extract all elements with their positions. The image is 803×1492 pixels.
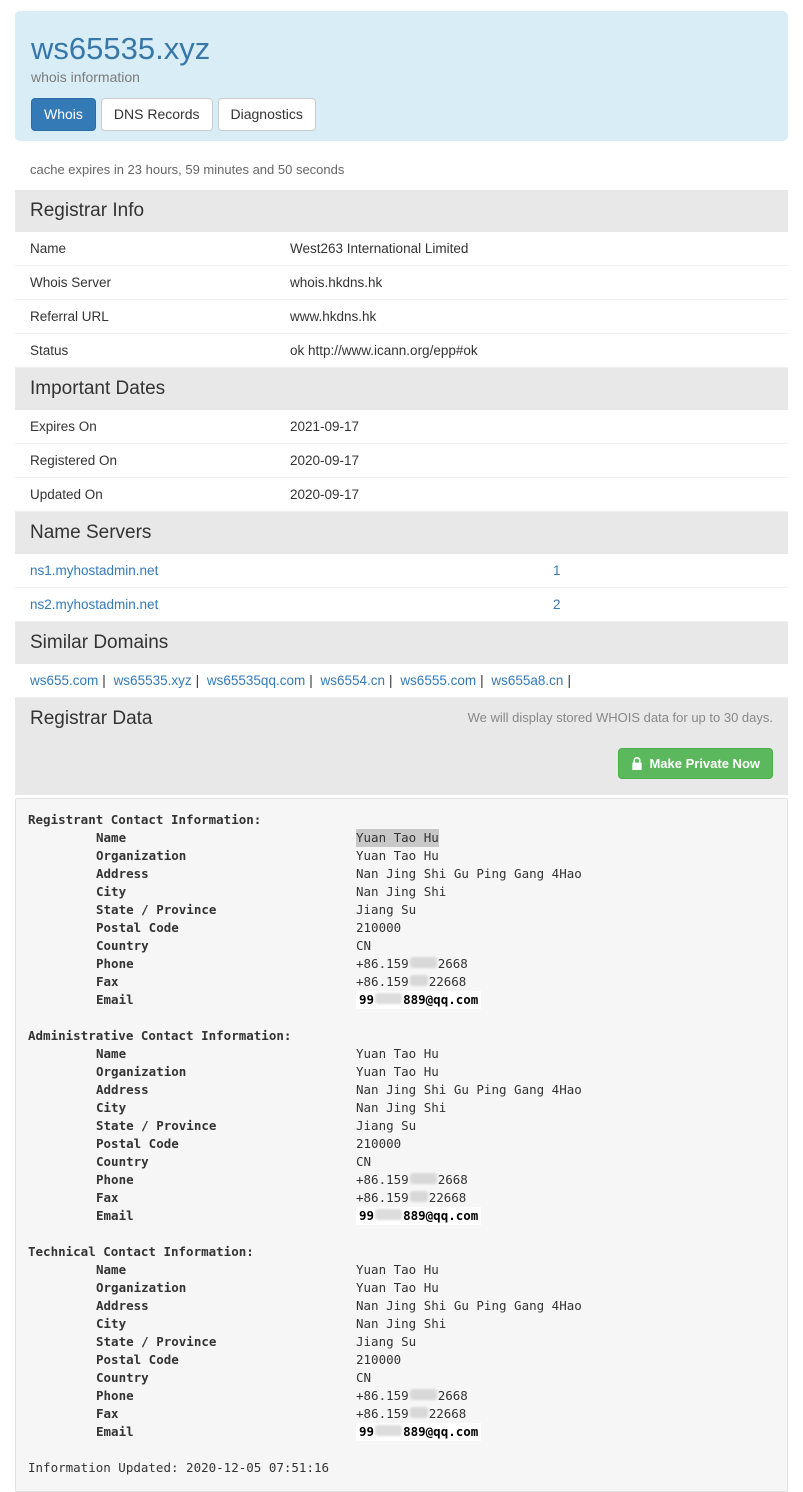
- make-private-button[interactable]: [618, 748, 773, 779]
- contact-value: Nan Jing Shi Gu Ping Gang 4Hao: [356, 1298, 582, 1313]
- row-label: Registered On: [30, 453, 118, 468]
- section-name-servers: [15, 512, 788, 622]
- contact-row: [96, 1153, 775, 1171]
- domain-banner: [15, 11, 788, 141]
- contact-value-email: 99 889@qq.com: [356, 1207, 481, 1225]
- contact-label: State / Province: [96, 1334, 217, 1349]
- redacted-digits: [375, 1425, 402, 1436]
- contact-row: [96, 1405, 775, 1423]
- whois-retention-note: We will display stored WHOIS data for up to 30 days.: [467, 710, 773, 725]
- contact-value: CN: [356, 1154, 372, 1169]
- row-value: 2020-09-17: [290, 453, 360, 468]
- table-row: [15, 266, 788, 300]
- section-title-registrar-data: Registrar Data: [30, 708, 153, 729]
- contact-label: Email: [96, 1208, 134, 1223]
- similar-domain-link[interactable]: ws65535qq.com: [206, 673, 306, 688]
- section-registrar-data: [15, 698, 788, 1492]
- row-value: 2021-09-17: [290, 419, 360, 434]
- nameserver-link[interactable]: ns2.myhostadmin.net: [30, 597, 159, 612]
- contact-value: Yuan Tao Hu: [356, 1046, 439, 1061]
- contact-label: Fax: [96, 1190, 119, 1205]
- contact-row: [96, 1261, 775, 1279]
- similar-domains-list: [15, 664, 788, 698]
- table-row: [15, 300, 788, 334]
- raw-whois-data: [15, 798, 788, 1492]
- contact-value: Jiang Su: [356, 1118, 417, 1133]
- contact-value-phone: +86.159 2668: [356, 1388, 468, 1403]
- contact-value: 210000: [356, 920, 402, 935]
- contact-label: Postal Code: [96, 920, 179, 935]
- contact-label: Email: [96, 992, 134, 1007]
- row-label: Name: [30, 241, 67, 256]
- contact-value: Yuan Tao Hu: [356, 1262, 439, 1277]
- contact-value: 210000: [356, 1136, 402, 1151]
- lock-icon: [631, 757, 643, 770]
- similar-domain-link[interactable]: ws65535.xyz: [113, 673, 192, 688]
- contact-label: Phone: [96, 956, 134, 971]
- contact-row: [96, 1369, 775, 1387]
- contact-value: Nan Jing Shi: [356, 1316, 447, 1331]
- contact-label: Address: [96, 1082, 149, 1097]
- contact-value-phone: +86.159 2668: [356, 1172, 468, 1187]
- redacted-digits: [410, 975, 428, 986]
- section-registrar-info: [15, 190, 788, 368]
- contact-row: [96, 955, 775, 973]
- nameserver-index: 1: [553, 563, 561, 578]
- contact-section-registrant: [28, 811, 775, 1009]
- table-row: [15, 444, 788, 478]
- section-similar-domains: [15, 622, 788, 698]
- contact-value: Yuan Tao Hu: [356, 830, 439, 845]
- section-important-dates: [15, 368, 788, 512]
- row-value: www.hkdns.hk: [290, 309, 377, 324]
- contact-label: Organization: [96, 1064, 187, 1079]
- table-row: [15, 334, 788, 368]
- row-label: Status: [30, 343, 69, 358]
- table-row: [15, 554, 788, 588]
- contact-label: Address: [96, 1298, 149, 1313]
- contact-value-fax: +86.159 22668: [356, 1406, 467, 1421]
- contact-label: Fax: [96, 1406, 119, 1421]
- separator: |: [102, 673, 106, 688]
- page-title: ws65535.xyz: [31, 31, 211, 66]
- contact-row: [96, 1297, 775, 1315]
- contact-label: City: [96, 1316, 127, 1331]
- contact-label: State / Province: [96, 1118, 217, 1133]
- contact-row: [96, 1045, 775, 1063]
- contact-label: Phone: [96, 1388, 134, 1403]
- row-value: 2020-09-17: [290, 487, 360, 502]
- contact-label: Postal Code: [96, 1136, 179, 1151]
- nameserver-link[interactable]: ns1.myhostadmin.net: [30, 563, 159, 578]
- make-private-label: Make Private Now: [649, 756, 760, 771]
- separator: |: [480, 673, 484, 688]
- contact-label: Country: [96, 1154, 149, 1169]
- table-row: [15, 588, 788, 622]
- contact-value-email: 99 889@qq.com: [356, 1423, 481, 1441]
- contact-heading: Registrant Contact Information:: [28, 812, 262, 827]
- contact-row: [96, 847, 775, 865]
- table-row: [15, 478, 788, 512]
- contact-row: [96, 1207, 775, 1225]
- contact-value-email: 99 889@qq.com: [356, 991, 481, 1009]
- contact-label: Country: [96, 1370, 149, 1385]
- row-label: Whois Server: [30, 275, 112, 290]
- contact-value: Nan Jing Shi: [356, 1100, 447, 1115]
- section-title-registrar-info: Registrar Info: [15, 190, 788, 232]
- contact-label: City: [96, 1100, 127, 1115]
- contact-label: Name: [96, 1262, 127, 1277]
- contact-label: Email: [96, 1424, 134, 1439]
- contact-label: Country: [96, 938, 149, 953]
- contact-row: [96, 973, 775, 991]
- contact-value: Yuan Tao Hu: [356, 1064, 439, 1079]
- redacted-digits: [375, 993, 402, 1004]
- contact-label: State / Province: [96, 902, 217, 917]
- row-label: Updated On: [30, 487, 103, 502]
- table-row: [15, 410, 788, 444]
- section-title-important-dates: Important Dates: [15, 368, 788, 410]
- contact-row: [96, 829, 775, 847]
- contact-label: Organization: [96, 1280, 187, 1295]
- contact-row: [96, 1135, 775, 1153]
- contact-row: [96, 901, 775, 919]
- redacted-digits: [375, 1209, 402, 1220]
- contact-row: [96, 1315, 775, 1333]
- contact-row: [96, 937, 775, 955]
- contact-label: Phone: [96, 1172, 134, 1187]
- contact-value-fax: +86.159 22668: [356, 1190, 467, 1205]
- contact-heading: Technical Contact Information:: [28, 1244, 254, 1259]
- similar-domain-link[interactable]: ws6554.cn: [320, 673, 386, 688]
- row-label: Referral URL: [30, 309, 109, 324]
- page-container: [15, 11, 788, 1492]
- contact-value: Nan Jing Shi Gu Ping Gang 4Hao: [356, 1082, 582, 1097]
- contact-row: [96, 919, 775, 937]
- contact-row: [96, 865, 775, 883]
- contact-row: [96, 1387, 775, 1405]
- similar-domain-link[interactable]: ws6555.com: [400, 673, 477, 688]
- contact-row: [96, 1081, 775, 1099]
- contact-value: CN: [356, 1370, 372, 1385]
- contact-row: [96, 1279, 775, 1297]
- separator: |: [567, 673, 571, 688]
- contact-row: [96, 1171, 775, 1189]
- contact-row: [96, 1063, 775, 1081]
- section-title-similar-domains: Similar Domains: [15, 622, 788, 664]
- section-title-name-servers: Name Servers: [15, 512, 788, 554]
- row-value: ok http://www.icann.org/epp#ok: [290, 343, 478, 358]
- contact-value: Yuan Tao Hu: [356, 1280, 439, 1295]
- page-subtitle: whois information: [31, 69, 140, 85]
- tab-whois[interactable]: Whois: [31, 98, 96, 131]
- contact-value-phone: +86.159 2668: [356, 956, 468, 971]
- table-row: [15, 232, 788, 266]
- contact-heading: Administrative Contact Information:: [28, 1028, 292, 1043]
- tab-dns-records[interactable]: DNS Records: [101, 98, 213, 131]
- contact-value: Nan Jing Shi: [356, 884, 447, 899]
- contact-value: CN: [356, 938, 372, 953]
- row-value: whois.hkdns.hk: [290, 275, 383, 290]
- contact-row: [96, 1117, 775, 1135]
- contact-row: [96, 1351, 775, 1369]
- contact-label: Postal Code: [96, 1352, 179, 1367]
- separator: |: [389, 673, 393, 688]
- contact-section-technical: [28, 1243, 775, 1441]
- contact-row: [96, 1333, 775, 1351]
- contact-label: Organization: [96, 848, 187, 863]
- contact-value: Jiang Su: [356, 1334, 417, 1349]
- similar-domain-link[interactable]: ws655a8.cn: [491, 673, 564, 688]
- redacted-digits: [410, 1191, 428, 1202]
- contact-value-fax: +86.159 22668: [356, 974, 467, 989]
- information-updated: Information Updated: 2020-12-05 07:51:16: [28, 1460, 330, 1475]
- contact-value: Jiang Su: [356, 902, 417, 917]
- redacted-digits: [410, 957, 437, 968]
- redacted-digits: [410, 1407, 428, 1418]
- contact-label: Fax: [96, 974, 119, 989]
- tab-bar: [31, 98, 772, 131]
- nameserver-index: 2: [553, 597, 561, 612]
- row-label: Expires On: [30, 419, 97, 434]
- redacted-digits: [410, 1173, 437, 1184]
- contact-label: Address: [96, 866, 149, 881]
- contact-section-administrative: [28, 1027, 775, 1225]
- contact-label: Name: [96, 830, 127, 845]
- contact-value: 210000: [356, 1352, 402, 1367]
- row-value: West263 International Limited: [290, 241, 469, 256]
- contact-label: Name: [96, 1046, 127, 1061]
- separator: |: [195, 673, 200, 688]
- cache-expiry-note: cache expires in 23 hours, 59 minutes and 50 seconds: [30, 162, 345, 177]
- separator: |: [309, 673, 313, 688]
- contact-row: [96, 1423, 775, 1441]
- contact-row: [96, 991, 775, 1009]
- contact-row: [96, 1099, 775, 1117]
- contact-label: City: [96, 884, 127, 899]
- contact-value: Nan Jing Shi Gu Ping Gang 4Hao: [356, 866, 582, 881]
- contact-row: [96, 883, 775, 901]
- contact-value: Yuan Tao Hu: [356, 848, 439, 863]
- redacted-digits: [410, 1389, 437, 1400]
- similar-domain-link[interactable]: ws655.com: [30, 673, 99, 688]
- tab-diagnostics[interactable]: Diagnostics: [218, 98, 316, 131]
- registrar-data-header: [15, 698, 788, 795]
- contact-row: [96, 1189, 775, 1207]
